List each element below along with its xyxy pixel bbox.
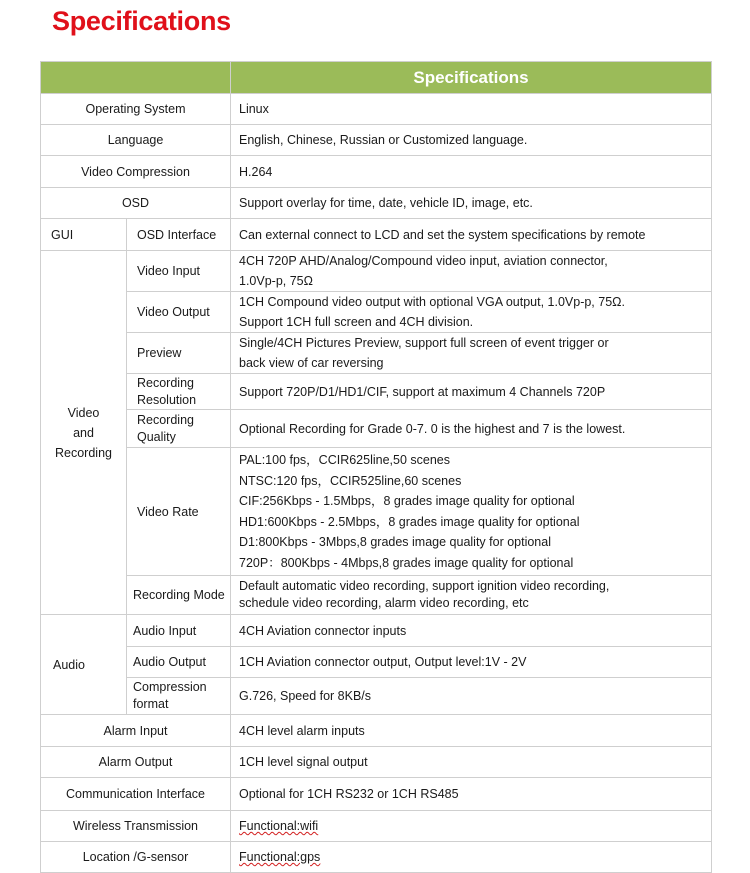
spec-value-alarm-input: 4CH level alarm inputs (231, 715, 712, 747)
spec-label-video-compression: Video Compression (41, 156, 231, 188)
spec-label-communication-interface: Communication Interface (41, 778, 231, 811)
table-row (41, 615, 712, 647)
spec-label-osd: OSD (41, 188, 231, 219)
table-row (41, 125, 712, 156)
spec-value-osd: Support overlay for time, date, vehicle ID, image, etc. (231, 188, 712, 219)
spec-label-preview: Preview (127, 333, 231, 374)
specifications-table (40, 61, 712, 873)
spec-value-language: English, Chinese, Russian or Customized language. (231, 125, 712, 156)
spec-value-recording-mode: Default automatic video recording, support ignition video recording, schedule video recording, alarm video recording, etc (231, 576, 712, 615)
spec-label-location-gsensor: Location /G-sensor (41, 842, 231, 873)
spec-label-compression-format: Compression format (127, 678, 231, 715)
page-title: Specifications (52, 6, 231, 36)
spec-label-alarm-output: Alarm Output (41, 747, 231, 778)
spec-group-audio: Audio (41, 615, 127, 715)
table-row (41, 747, 712, 778)
table-row (41, 715, 712, 747)
table-row (41, 188, 712, 219)
spec-value-wireless-transmission (231, 811, 712, 842)
table-row (41, 448, 712, 576)
spec-label-audio-input: Audio Input (127, 615, 231, 647)
table-header: Specifications (231, 62, 712, 94)
spec-value-recording-quality: Optional Recording for Grade 0-7. 0 is the highest and 7 is the lowest. (231, 410, 712, 448)
table-row (41, 842, 712, 873)
table-row (41, 156, 712, 188)
spec-value-recording-resolution: Support 720P/D1/HD1/CIF, support at maximum 4 Channels 720P (231, 374, 712, 410)
spec-value-audio-input: 4CH Aviation connector inputs (231, 615, 712, 647)
table-row (41, 374, 712, 410)
spec-value-osd-interface: Can external connect to LCD and set the system specifications by remote (231, 219, 712, 251)
spec-value-video-input: 4CH 720P AHD/Analog/Compound video input, aviation connector, 1.0Vp-p, 75Ω (231, 251, 712, 292)
spec-value-compression-format: G.726, Speed for 8KB/s (231, 678, 712, 715)
table-header-row (41, 62, 712, 94)
spec-value-audio-output: 1CH Aviation connector output, Output level:1V - 2V (231, 647, 712, 678)
spec-group-gui: GUI (41, 219, 127, 251)
spec-value-alarm-output: 1CH level signal output (231, 747, 712, 778)
table-row (41, 94, 712, 125)
spec-value-video-rate: PAL:100 fps，CCIR625line,50 scenes NTSC:120 fps，CCIR525line,60 scenes CIF:256Kbps - 1.5Mbps，8 grades image quality for optional HD1:600Kbps - 2.5Mbps，8 grades image quality for optional D1:800Kbps - 3Mbps,8 grades image quality for optional 720P：800Kbps - 4Mbps,8 grades image quality for optional (231, 448, 712, 576)
table-row (41, 811, 712, 842)
table-row (41, 219, 712, 251)
spec-label-video-input: Video Input (127, 251, 231, 292)
spec-label-recording-resolution: Recording Resolution (127, 374, 231, 410)
spec-value-operating-system: Linux (231, 94, 712, 125)
spec-label-recording-mode: Recording Mode (127, 576, 231, 615)
location-value-text: Functional:gps (239, 850, 321, 864)
spec-group-video-recording: Video and Recording (41, 251, 127, 615)
spec-label-video-rate: Video Rate (127, 448, 231, 576)
table-row (41, 678, 712, 715)
wireless-value-text: Functional:wifi (239, 819, 319, 833)
spec-label-video-output: Video Output (127, 292, 231, 333)
spec-value-video-output: 1CH Compound video output with optional VGA output, 1.0Vp-p, 75Ω. Support 1CH full screen and 4CH division. (231, 292, 712, 333)
spec-label-language: Language (41, 125, 231, 156)
header-blank-cell (41, 62, 231, 94)
spec-value-communication-interface: Optional for 1CH RS232 or 1CH RS485 (231, 778, 712, 811)
table-row (41, 333, 712, 374)
table-row (41, 576, 712, 615)
spec-value-video-compression: H.264 (231, 156, 712, 188)
spec-label-wireless-transmission: Wireless Transmission (41, 811, 231, 842)
table-row (41, 251, 712, 292)
table-row (41, 647, 712, 678)
table-row (41, 410, 712, 448)
spec-label-osd-interface: OSD Interface (127, 219, 231, 251)
spec-label-recording-quality: Recording Quality (127, 410, 231, 448)
spec-label-audio-output: Audio Output (127, 647, 231, 678)
table-row (41, 292, 712, 333)
spec-label-alarm-input: Alarm Input (41, 715, 231, 747)
spec-label-operating-system: Operating System (41, 94, 231, 125)
spec-value-preview: Single/4CH Pictures Preview, support full screen of event trigger or back view of car reversing (231, 333, 712, 374)
table-row (41, 778, 712, 811)
spec-value-location-gsensor (231, 842, 712, 873)
